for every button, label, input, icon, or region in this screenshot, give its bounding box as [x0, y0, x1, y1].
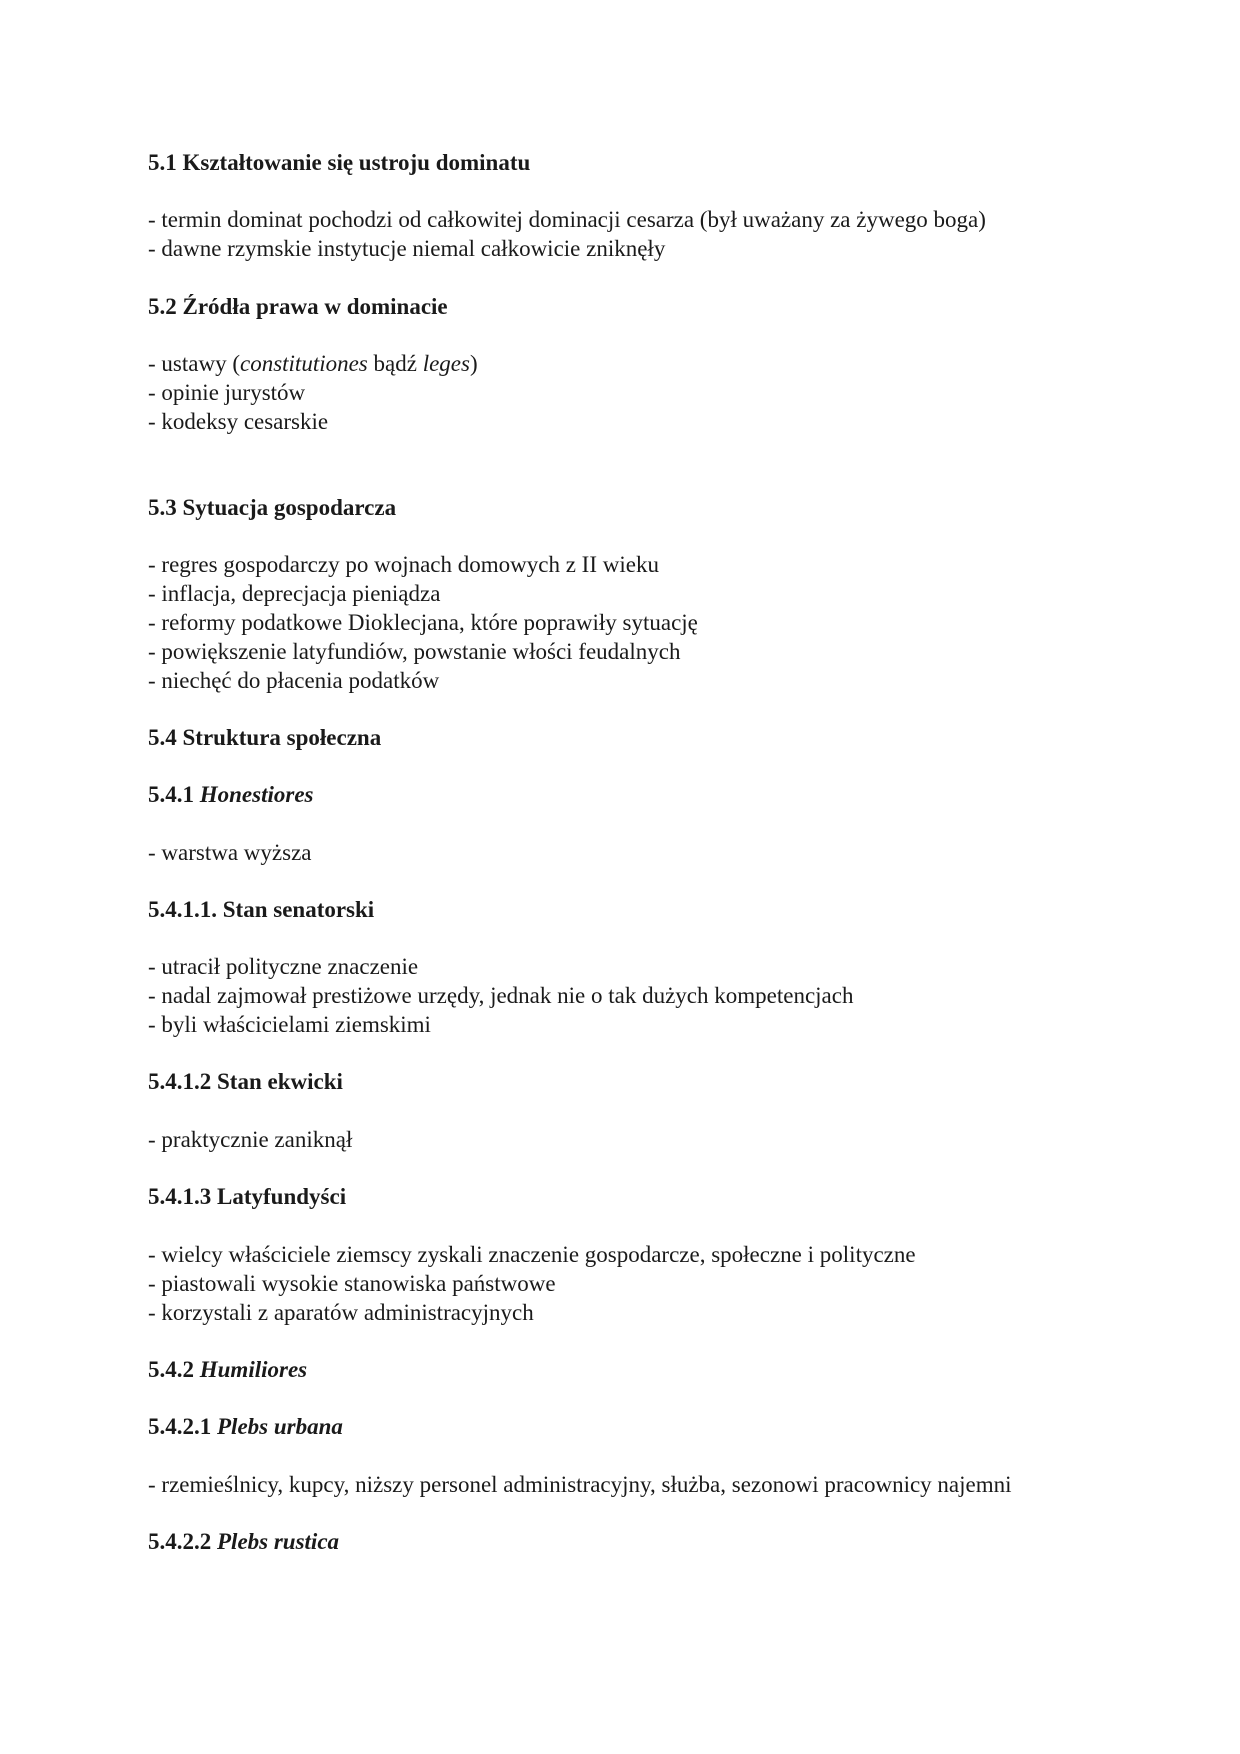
item-prefix: - ustawy ( [148, 351, 240, 376]
list-item: - reformy podatkowe Dioklecjana, które poprawiły sytuację [148, 610, 698, 635]
heading-5-4-2-1 [148, 1412, 343, 1442]
item-mid: bądź [367, 351, 423, 376]
list-item: - powiększenie latyfundiów, powstanie włości feudalnych [148, 639, 681, 664]
heading-number: 5.4.1 [148, 782, 200, 807]
list-item: - termin dominat pochodzi od całkowitej dominacji cesarza (był uważany za żywego boga) [148, 207, 986, 232]
list-item [148, 349, 478, 379]
latin-term: constitutiones [239, 351, 368, 376]
list-item: - nadal zajmował prestiżowe urzędy, jednak nie o tak dużych kompetencjach [148, 983, 854, 1008]
heading-number: 5.4.2.1 [148, 1414, 217, 1439]
heading-5-4-1-1: 5.4.1.1. Stan senatorski [148, 897, 375, 922]
list-item: - kodeksy cesarskie [148, 409, 329, 434]
heading-5-4: 5.4 Struktura społeczna [148, 725, 382, 750]
heading-5-4-2 [148, 1355, 307, 1385]
heading-5-1: 5.1 Kształtowanie się ustroju dominatu [148, 150, 531, 175]
latin-term: Honestiores [199, 782, 314, 807]
item-suffix: ) [469, 351, 478, 376]
latin-term: Plebs rustica [217, 1529, 340, 1554]
heading-5-3: 5.3 Sytuacja gospodarcza [148, 495, 397, 520]
list-item: - regres gospodarczy po wojnach domowych z II wieku [148, 552, 659, 577]
heading-5-4-2-2 [148, 1527, 339, 1557]
heading-number: 5.4.2 [148, 1357, 200, 1382]
list-item: - piastowali wysokie stanowiska państwowe [148, 1271, 556, 1296]
list-item: - warstwa wyższa [148, 840, 312, 865]
heading-5-2: 5.2 Źródła prawa w dominacie [148, 294, 448, 319]
list-item: - rzemieślnicy, kupcy, niższy personel administracyjny, służba, sezonowi pracownicy najemni [148, 1472, 1012, 1497]
heading-5-4-1 [148, 780, 313, 810]
list-item: - dawne rzymskie instytucje niemal całkowicie zniknęły [148, 236, 666, 261]
heading-5-4-1-3: 5.4.1.3 Latyfundyści [148, 1184, 347, 1209]
latin-term: Humiliores [199, 1357, 308, 1382]
list-item: - praktycznie zaniknął [148, 1127, 353, 1152]
list-item: - korzystali z aparatów administracyjnych [148, 1300, 534, 1325]
list-item: - niechęć do płacenia podatków [148, 668, 440, 693]
list-item: - opinie jurystów [148, 380, 306, 405]
heading-number: 5.4.2.2 [148, 1529, 217, 1554]
list-item: - utracił polityczne znaczenie [148, 954, 419, 979]
heading-5-4-1-2: 5.4.1.2 Stan ekwicki [148, 1069, 343, 1094]
list-item: - wielcy właściciele ziemscy zyskali znaczenie gospodarcze, społeczne i polityczne [148, 1242, 916, 1267]
list-item: - inflacja, deprecjacja pieniądza [148, 581, 441, 606]
latin-term: Plebs urbana [217, 1414, 343, 1439]
list-item: - byli właścicielami ziemskimi [148, 1012, 431, 1037]
latin-term: leges [422, 351, 470, 376]
